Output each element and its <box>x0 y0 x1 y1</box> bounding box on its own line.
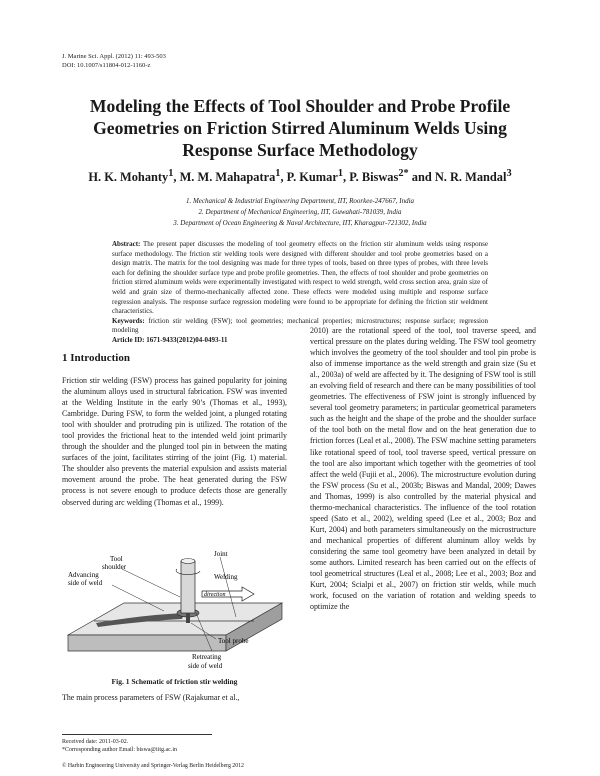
title-line-1: Modeling the Effects of Tool Shoulder and Probe Profile <box>89 96 511 116</box>
title-line-2: Geometries on Friction Stirred Aluminum Welds Using <box>93 118 507 138</box>
received-date: Received date: 2011-03-02. <box>62 739 129 745</box>
label-direction: direction <box>204 592 226 598</box>
author-affiliation-mark: 3 <box>506 168 512 179</box>
label-shoulder: shoulder <box>102 563 127 571</box>
author-separator: , <box>343 170 350 185</box>
intro-paragraph-2: The main process parameters of FSW (Rajakumar et al., <box>62 693 240 702</box>
abstract-label: Abstract: <box>112 240 141 248</box>
author-separator: , <box>173 170 180 185</box>
affiliation: 2. Department of Mechanical Engineering, IIT, Guwahati-781039, India <box>198 208 402 216</box>
label-tool: Tool <box>110 555 123 563</box>
affiliation: 3. Department of Ocean Engineering & Naval Architecture, IIT, Kharagpur-721302, India <box>173 219 427 227</box>
author-affiliation-mark: 1 <box>275 168 281 179</box>
corresponding-author: *Corresponding author Email: biswa@iitg.ac.in <box>62 747 178 753</box>
label-advancing-side: side of weld <box>68 579 103 587</box>
author-affiliation-mark: 2* <box>398 168 409 179</box>
author-affiliation-mark: 1 <box>337 168 343 179</box>
abstract-text: The present paper discusses the modeling of tool geometry effects on the friction stir aluminum welds using response surface methodology. The friction stir welding tools were designed with different shoulder and tool probe geometries based on a design matrix. The matrix for the tool designing was made for three types of tools, based on three types of probes, with three levels each for defining the shoulder surface type and probe profile geometries. Then, the effects of tool shoulder and probe geometries on friction stirred aluminum welds were experimentally investigated with respect to weld strength, weld cross section area, grain size of weld and grain size of thermo-mechanically affected zone. These effects were modeled using multiple and response surface regression analysis. The response surface regression modeling were found to be appropriate for defining the friction stir weldment characteristics. <box>112 240 488 316</box>
journal-header <box>62 53 166 70</box>
label-advancing: Advancing <box>68 571 99 579</box>
keywords-label: Keywords: <box>112 316 145 325</box>
footnote-rule <box>62 734 212 735</box>
label-tool-probe: Tool probe <box>218 637 249 645</box>
author-separator: and <box>408 170 435 185</box>
affiliation: 1. Mechanical & Industrial Engineering Department, IIT, Roorkee-247667, India <box>185 197 415 205</box>
article-id-label: Article ID: <box>112 335 145 344</box>
fsw-schematic-drawing <box>64 547 286 671</box>
journal-citation: J. Marine Sci. Appl. (2012) 11: 493-503 <box>62 53 166 60</box>
paper-title <box>40 95 560 161</box>
label-retreating-side: side of weld <box>188 662 223 670</box>
author-name: H. K. Mohanty <box>88 170 169 185</box>
leader-tool-shoulder <box>122 569 180 597</box>
fsw-schematic-figure <box>64 547 286 671</box>
author-name: P. Kumar <box>286 170 338 185</box>
footnote <box>62 738 177 754</box>
copyright: © Harbin Engineering University and Springer-Verlag Berlin Heidelberg 2012 <box>62 763 244 769</box>
author-name: M. M. Mahapatra <box>179 170 276 185</box>
label-retreating: Retreating <box>192 653 222 661</box>
author-list <box>40 168 560 185</box>
label-joint: Joint <box>214 550 228 558</box>
author-affiliation-mark: 1 <box>168 168 174 179</box>
title-line-3: Response Surface Methodology <box>182 140 418 160</box>
abstract-paragraph <box>112 240 488 317</box>
label-welding: Welding <box>214 573 238 581</box>
tool-probe <box>186 613 190 623</box>
author-name: N. R. Mandal <box>434 170 507 185</box>
right-column-text: 2010) are the rotational speed of the tool, tool traverse speed, and vertical pressure on the plates during welding. The FSW tool geometry which involves the geometry of the tool shoulder and tool pin probe is also of immense importance as the weld strength and grain size (Su et al., 2003a) of weld are affected by it. The designing of FSW tool is still an evolving field of research and there can be many possibilities of tool geometries. The effectiveness of FSW joint is strongly influenced by several tool geometry parameters; in particular geometrical parameters such as the height and the shape of the probe and the shoulder surface of the tool both on the metal flow and on the heat generation due to friction forces (Leal et al., 2008). The FSW machine setting parameters like rotational speed of tool, tool traverse speed, vertical pressure on the tool are also important which together with the geometries of tool affect the weld (Fujii et al., 2006). The microstructure evolution during the FSW process (Su et al., 2003b; Biswas and Mandal, 2009; Dawes and Thomas, 1999) is also controlled by the material physical and thermo-mechanical characteristics. The influence of the tool rotation speed (Sato et al., 2002), welding speed (Lee et al., 2003; Boz and Kurt, 2004) and both parameters simultaneously on the microstructure and mechanical properties of different aluminum alloy welds by considering the same tool geometry have been analyzed in detail by some authors. Limited research has been carried out on the effects of tool geometrical structures (Leal et al., 2008; Lee et al., 2003; Boz and Kurt, 2004; Scialpi et al., 2007) on friction stir welds, while much work, focused on the variation of rotation and welding speeds to optimize the <box>310 326 536 612</box>
keywords-text: friction stir welding (FSW); tool geometries; mechanical properties; microstructures; response surface; regression modeling <box>112 316 488 335</box>
workpiece-front <box>68 635 226 651</box>
tool-top <box>181 559 195 564</box>
section-heading: 1 Introduction <box>62 352 130 364</box>
figure-caption: Fig. 1 Schematic of friction stir welding <box>111 677 238 686</box>
tool-body <box>181 561 195 613</box>
affiliations <box>40 196 560 229</box>
article-id-value: 1671-9433(2012)04-0493-11 <box>144 335 228 344</box>
author-name: P. Biswas <box>349 170 399 185</box>
intro-paragraph-1: Friction stir welding (FSW) process has gained popularity for joining the aluminum alloys used in structural fabrication. FSW was invented at the Welding Institute in the early 90’s (Thomas et al., 1993), Cambridge. During FSW, to form the welded joint, a plunged rotating tool with shoulder and protruding pin is utilized. The rotation of the tool provides the frictional heat to the intended weld joint primarily through the shoulder and the plunged tool pin in between the mating surfaces of the joint, facilitates stirring of the joint (Fig. 1) material. The shoulder also prevents the material expulsion and assists material movement around the probe. The heat generated during the FSW process is not severe enough to produce defects those are generally observed during arc welding (Thomas et al., 1999). <box>62 376 287 507</box>
doi: DOI: 10.1007/s11804-012-1160-z <box>62 61 151 69</box>
author-separator: , <box>280 170 287 185</box>
